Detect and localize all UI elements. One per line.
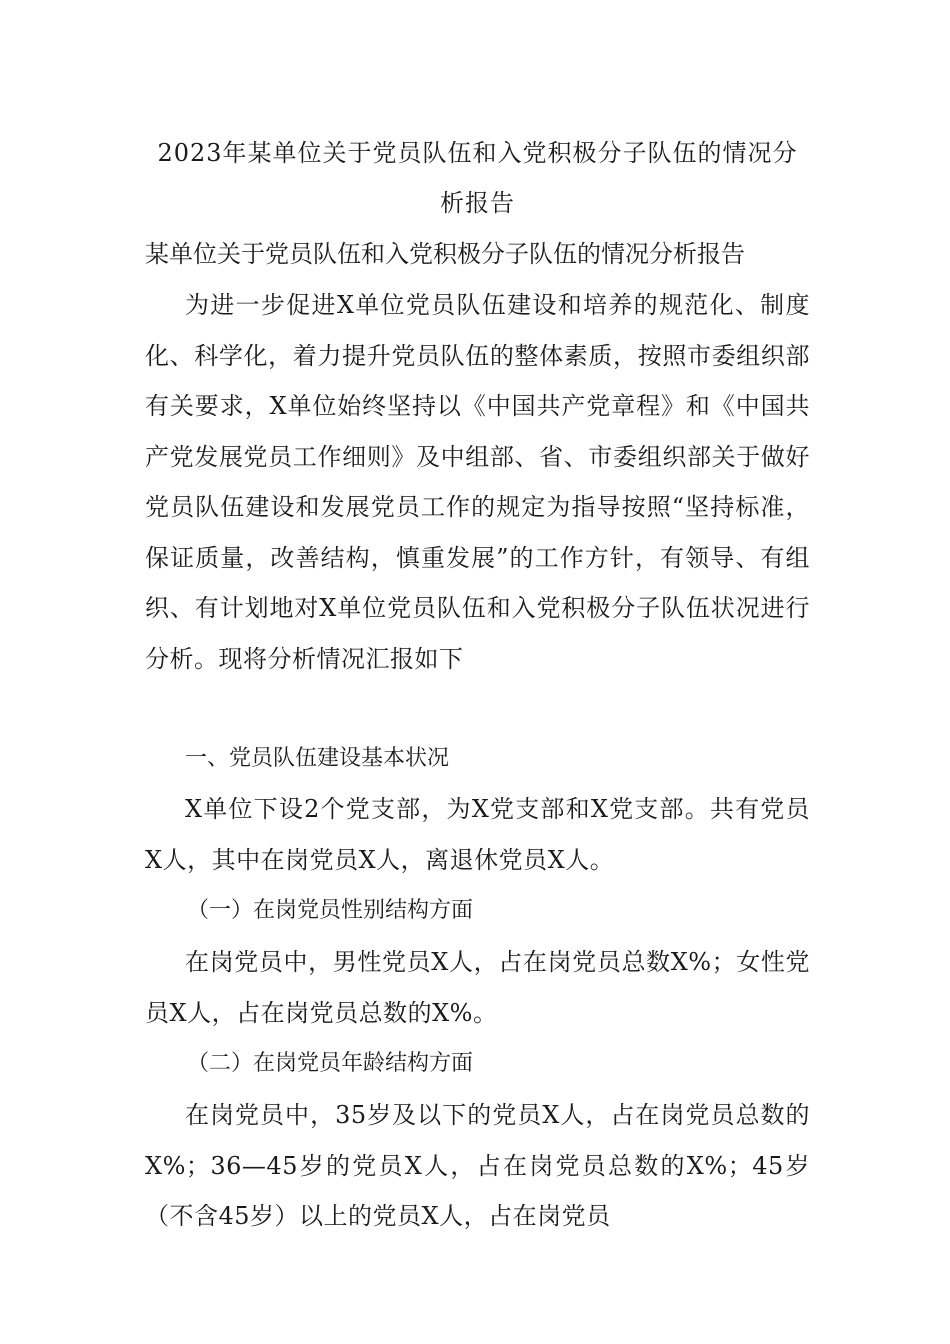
document-subtitle: 某单位关于党员队伍和入党积极分子队伍的情况分析报告 xyxy=(145,240,745,268)
section-1-overview: X单位下设2个党支部，为X党支部和X党支部。共有党员X人，其中在岗党员X人，离退休党员X人。 xyxy=(145,795,810,874)
document-body xyxy=(145,128,810,1242)
subsection-text-age: 在岗党员中，35岁及以下的党员X人，占在岗党员总数的X%；36—45岁的党员X人，占在岗党员总数的X%；45岁（不含45岁）以上的党员X人，占在岗党员 xyxy=(145,1101,810,1230)
subsection-heading-gender: （一）在岗党员性别结构方面 xyxy=(187,898,474,923)
subsection-heading-age: （二）在岗党员年龄结构方面 xyxy=(187,1051,474,1076)
subsection-text-gender: 在岗党员中，男性党员X人，占在岗党员总数X%；女性党员X人，占在岗党员总数的X%。 xyxy=(145,948,810,1027)
document-title: 2023年某单位关于党员队伍和入党积极分子队伍的情况分析报告 xyxy=(157,139,798,217)
section-heading-1: 一、党员队伍建设基本状况 xyxy=(185,746,450,771)
blank-line xyxy=(145,684,810,734)
intro-paragraph: 为进一步促进X单位党员队伍建设和培养的规范化、制度化、科学化，着力提升党员队伍的整体素质，按照市委组织部有关要求，X单位始终坚持以《中国共产党章程》和《中国共产党发展党员工作细则》及中组部、省、市委组织部关于做好党员队伍建设和发展党员工作的规定为指导按照“坚持标准，保证质量，改善结构，慎重发展”的工作方针，有领导、有组织、有计划地对X单位党员队伍和入党积极分子队伍状况进行分析。现将分析情况汇报如下 xyxy=(145,291,810,673)
